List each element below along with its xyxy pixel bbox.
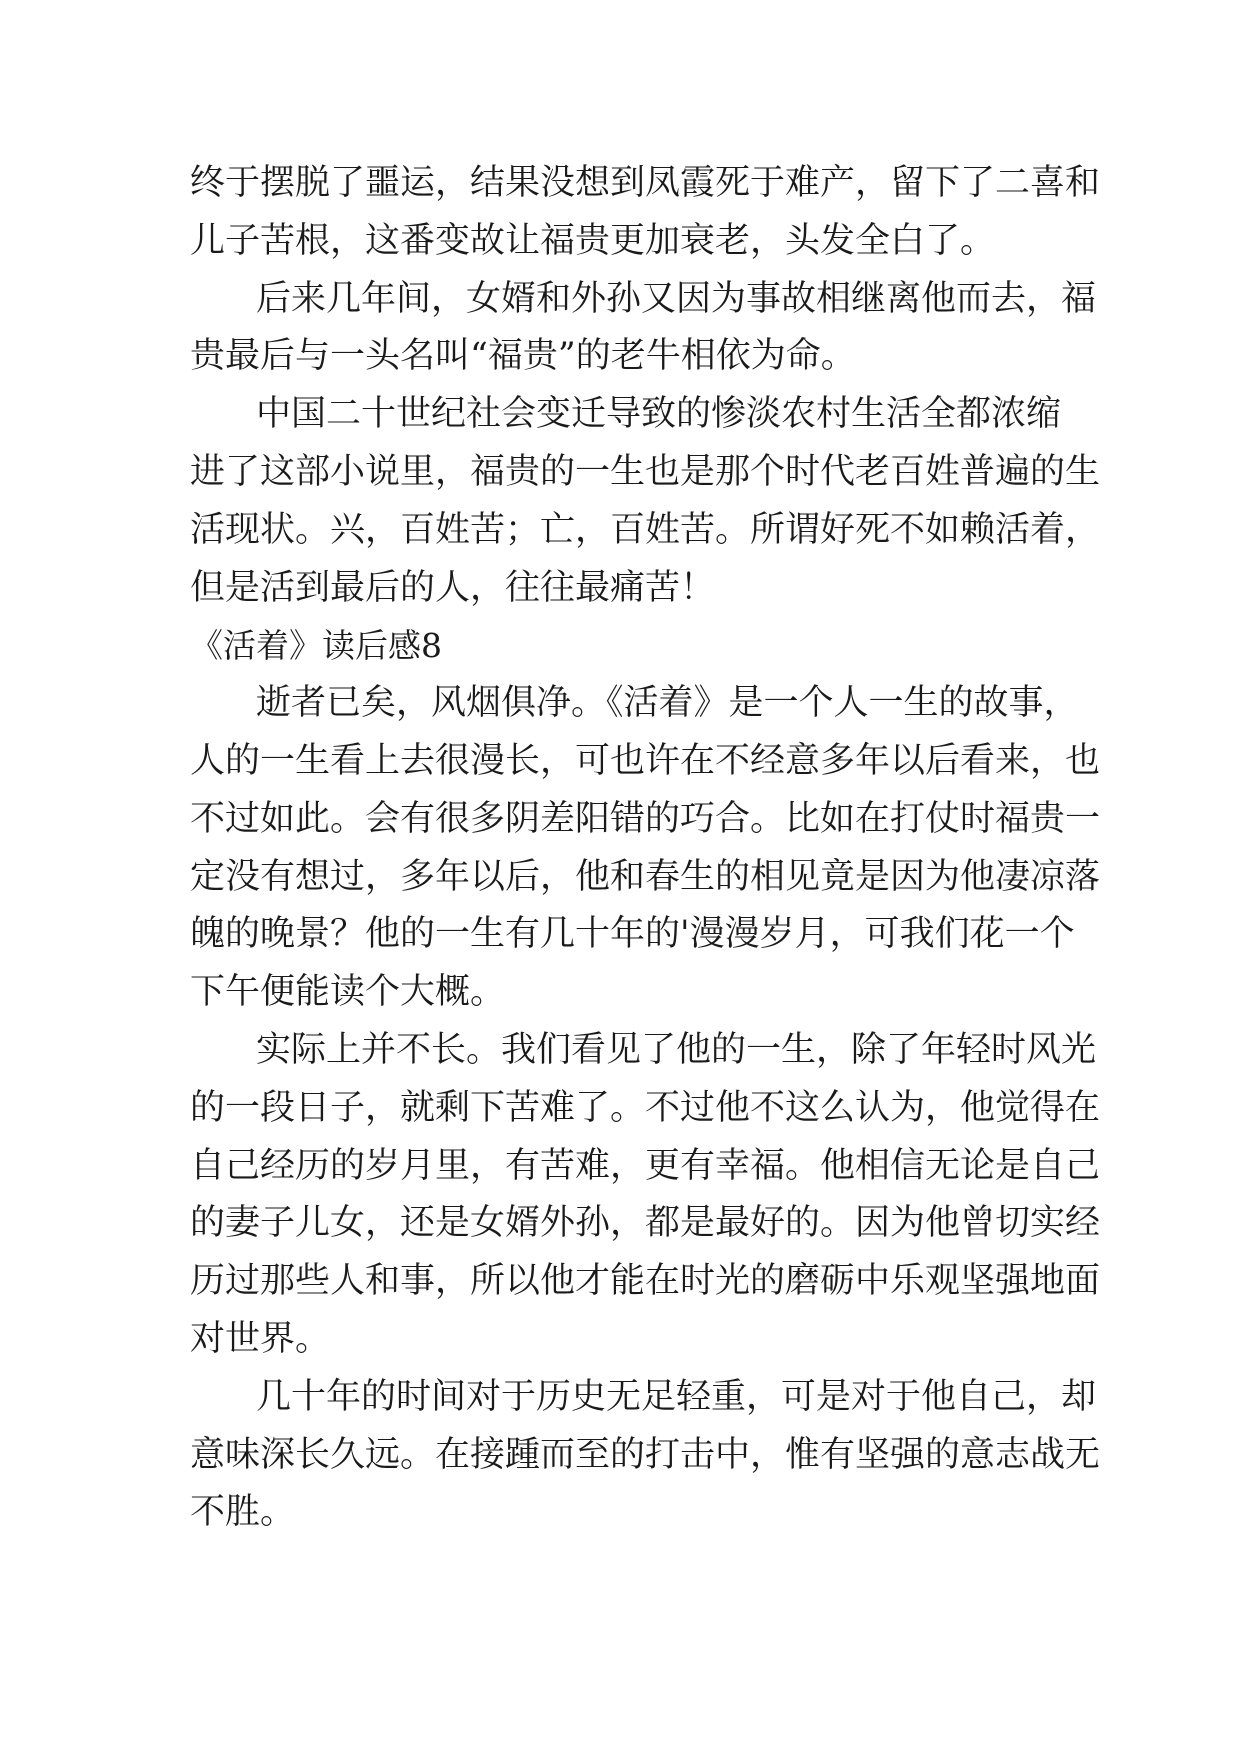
text-line: 终于摆脱了噩运，结果没想到凤霞死于难产，留下了二喜和 (190, 163, 1101, 203)
text-line: 人的一生看上去很漫长，可也许在不经意多年以后看来，也 (190, 740, 1101, 781)
text-line: 不过如此。会有很多阴差阳错的巧合。比如在打仗时福贵一 (190, 798, 1101, 839)
text-line: 后来几年间，女婿和外孙又因为事故相继离他而去，福 (256, 278, 1097, 319)
text-line: 魄的晚景？他的一生有几十年的'漫漫岁月，可我们花一个 (190, 914, 1075, 955)
document-body (190, 155, 1101, 1542)
text-line: 对世界。 (190, 1318, 331, 1359)
text-line: 的妻子儿女，还是女婿外孙，都是最好的。因为他曾切实经 (190, 1203, 1101, 1244)
text-line: 下午便能读个大概。 (190, 972, 506, 1013)
text-line: 不胜。 (190, 1492, 296, 1533)
text-line: 几十年的时间对于历史无足轻重，可是对于他自己，却 (256, 1376, 1097, 1417)
text-line: 意味深长久远。在接踵而至的打击中，惟有坚强的意志战无 (190, 1434, 1101, 1475)
text-line: 的一段日子，就剩下苦难了。不过他不这么认为，他觉得在 (190, 1087, 1101, 1128)
text-line: 儿子苦根，这番变故让福贵更加衰老，头发全白了。 (190, 220, 996, 261)
text-line: 中国二十世纪社会变迁导致的惨淡农村生活全都浓缩 (256, 394, 1062, 435)
text-line: 历过那些人和事，所以他才能在时光的磨砺中乐观坚强地面 (190, 1261, 1101, 1302)
text-line: 但是活到最后的人，往往最痛苦！ (190, 567, 716, 608)
text-line: 贵最后与一头名叫“福贵”的老牛相依为命。 (190, 336, 856, 377)
text-line: 定没有想过，多年以后，他和春生的相见竟是因为他凄凉落 (190, 856, 1101, 897)
text-line: 进了这部小说里，福贵的一生也是那个时代老百姓普遍的生 (190, 451, 1101, 492)
text-line: 活现状。兴，百姓苦；亡，百姓苦。所谓好死不如赖活着， (190, 509, 1101, 550)
text-line: 逝者已矣，风烟俱净。《活着》是一个人一生的故事， (256, 683, 1079, 724)
section-heading: 《活着》读后感8 (190, 626, 442, 666)
text-line: 自己经历的岁月里，有苦难，更有幸福。他相信无论是自己 (190, 1145, 1101, 1186)
text-line: 实际上并不长。我们看见了他的一生，除了年轻时风光 (256, 1029, 1097, 1070)
